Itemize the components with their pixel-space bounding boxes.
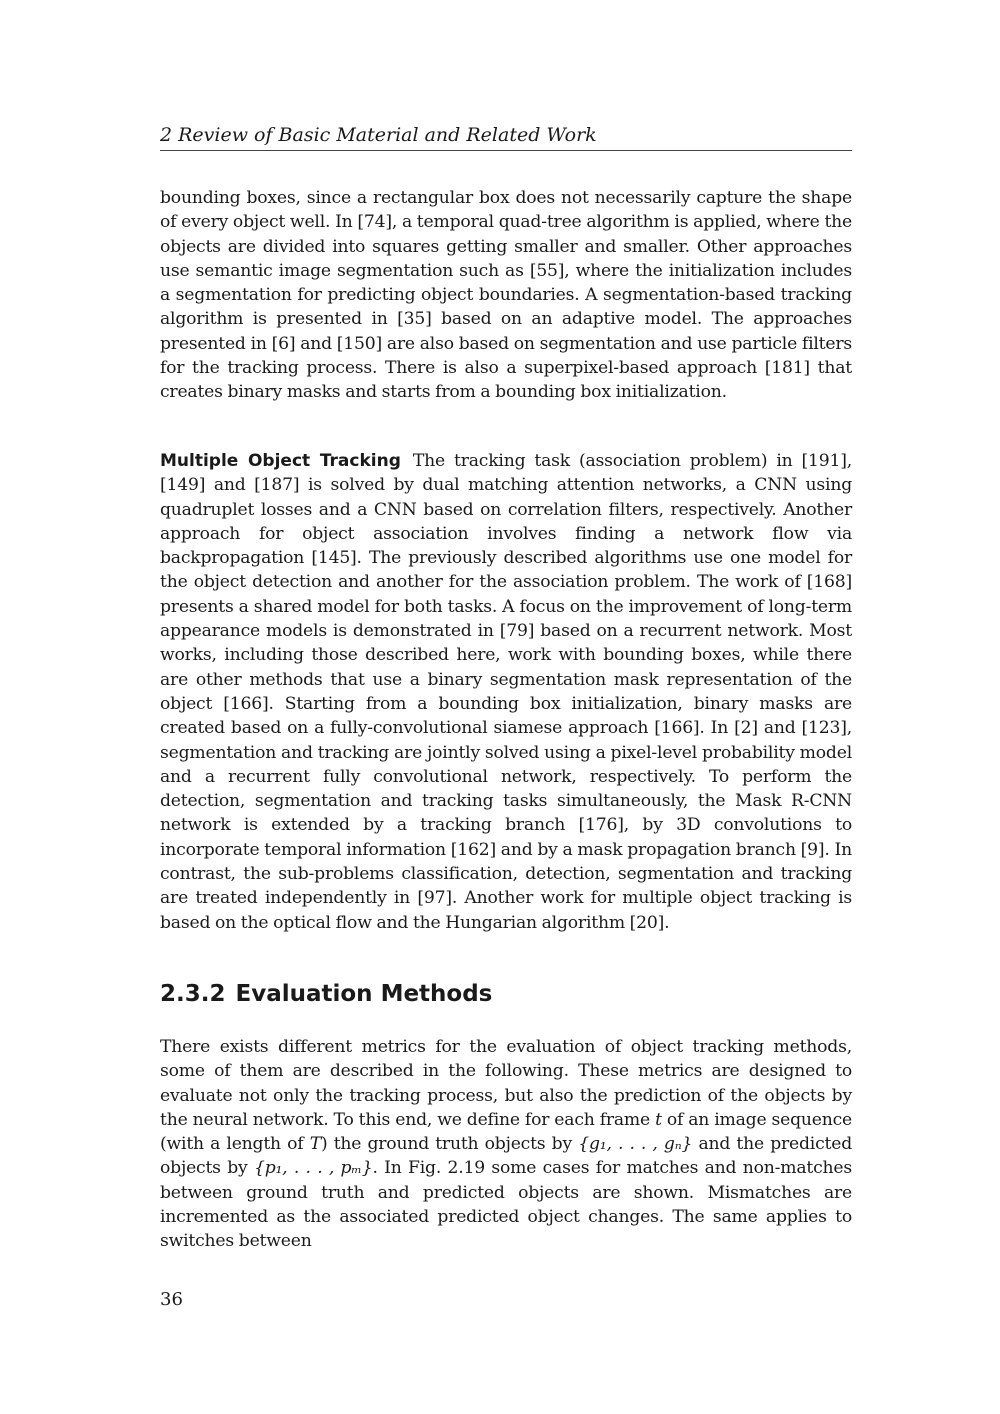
document-page	[160, 0, 852, 1414]
text-segment: and the predicted objects by	[160, 1134, 852, 1179]
paragraph-text: The tracking task (association problem) in [191], [149] and [187] is solved by dual matching attention networks, a CNN using quadruplet losses and a CNN based on correlation filters, respectively. Another approach for object association involves finding a network flow via backpropagation [145]. The previously described algorithms use one model for the object detection and another for the association problem. The work of [168] presents a shared model for both tasks. A focus on the improvement of long-term appearance models is demonstrated in [79] based on a recurrent network. Most works, including those described here, work with bounding boxes, while there are other methods that use a binary segmentation mask representation of the object [166]. Starting from a bounding box initialization, binary masks are created based on a fully-convolutional siamese approach [166]. In [2] and [123], segmentation and tracking are jointly solved using a pixel-level probability model and a recurrent fully convolutional network, respectively. To perform the detection, segmentation and tracking tasks simultaneously, the Mask R-CNN network is extended by a tracking branch [176], by 3D convolutions to incorporate temporal information [162] and by a mask propagation branch [9]. In contrast, the sub-problems classification, detection, segmentation and tracking are treated independently in [97]. Another work for multiple object tracking is based on the optical flow and the Hungarian algorithm [20].	[160, 451, 852, 933]
paragraph-continuation	[160, 186, 852, 405]
text-segment: of an image sequence (with a length of	[160, 1109, 853, 1155]
running-header: 2 Review of Basic Material and Related Work	[160, 122, 852, 151]
math-predicted-set: {p₁, . . . , pₘ}	[253, 1158, 373, 1179]
run-in-heading: Multiple Object Tracking	[160, 451, 401, 471]
paragraph-body	[160, 1035, 852, 1254]
page-number: 36	[160, 1289, 183, 1310]
paragraph-body	[160, 449, 852, 935]
paragraph-evaluation-methods	[160, 1035, 852, 1254]
paragraph-multiple-object-tracking	[160, 449, 852, 935]
section-title: Evaluation Methods	[235, 981, 493, 1007]
text-segment: . In Fig. 2.19 some cases for matches and non-matches between ground truth and predicted objects are shown. Mismatches are incremented as the associated predicted object changes. The same applies to switches between	[160, 1158, 852, 1252]
section-heading	[160, 978, 492, 1010]
text-segment: There exists different metrics for the evaluation of object tracking methods, some of them are described in the following. These metrics are designed to evaluate not only the tracking process, but also the prediction of the objects by the neural network. To this end, we define for each frame	[160, 1037, 852, 1130]
math-variable-t: t	[655, 1109, 662, 1130]
text-segment: ) the ground truth objects by	[320, 1134, 579, 1155]
math-variable-T: T	[309, 1134, 321, 1155]
section-number: 2.3.2	[160, 981, 226, 1007]
math-ground-truth-set: {g₁, . . . , gₙ}	[578, 1134, 693, 1155]
paragraph-text: bounding boxes, since a rectangular box does not necessarily capture the shape of every object well. In [74], a temporal quad-tree algorithm is applied, where the objects are divided into squares getting smaller and smaller. Other approaches use semantic image segmentation such as [55], where the initialization includes a segmentation for predicting object boundaries. A segmentation-based tracking algorithm is presented in [35] based on an adaptive model. The approaches presented in [6] and [150] are also based on segmentation and use particle filters for the tracking process. There is also a superpixel-based approach [181] that creates binary masks and starts from a bounding box initialization.	[160, 188, 852, 403]
